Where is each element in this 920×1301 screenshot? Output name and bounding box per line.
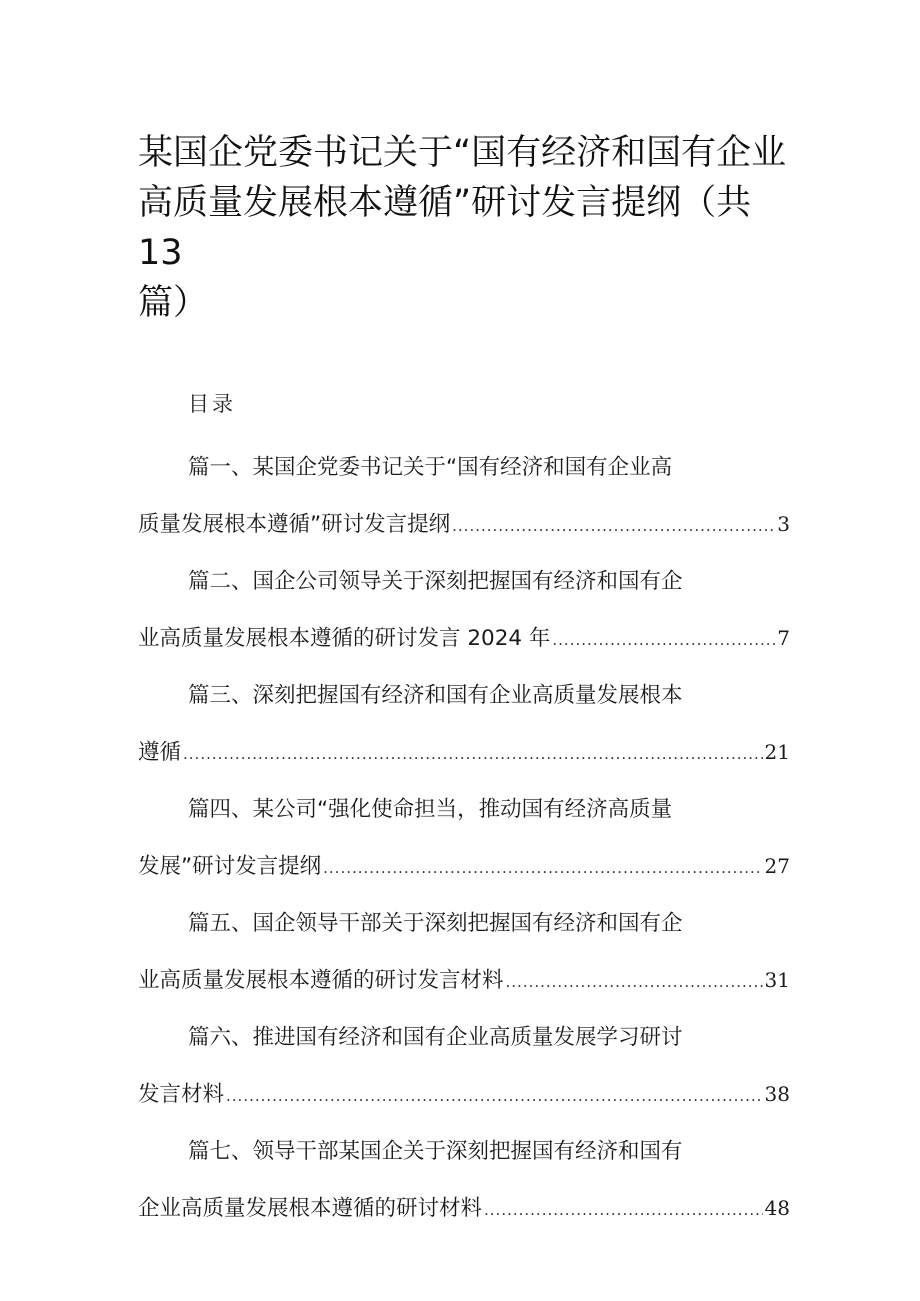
title-line-2: 高质量发展根本遵循”研讨发言提纲（共 13: [138, 183, 752, 273]
toc-entry-title: 篇二、国企公司领导关于深刻把握国有经济和国有企: [188, 569, 683, 594]
document-title: [138, 128, 790, 328]
toc-dot-leader: [452, 498, 775, 555]
toc-entry-6[interactable]: [138, 1009, 790, 1123]
toc-entry-title-continued: 发展”研讨发言提纲: [138, 854, 322, 879]
toc-entry-title-continued: 质量发展根本遵循”研讨发言提纲: [138, 512, 451, 537]
toc-entry-title-continued: 企业高质量发展根本遵循的研讨材料: [138, 1196, 483, 1221]
toc-entry-title-continued: 发言材料: [138, 1082, 225, 1107]
toc-entry-4[interactable]: [138, 781, 790, 895]
toc-page-number: 7: [777, 626, 790, 650]
toc-dot-leader: [506, 954, 763, 1011]
toc-entry-title: 篇三、深刻把握国有经济和国有企业高质量发展根本: [188, 683, 683, 708]
toc-entry-title: 篇一、某国企党委书记关于“国有经济和国有企业高: [188, 455, 673, 480]
toc-page-number: 3: [777, 512, 790, 536]
toc-entry-title: 篇七、领导干部某国企关于深刻把握国有经济和国有: [188, 1139, 683, 1164]
title-line-3: 篇）: [138, 283, 209, 323]
toc-dot-leader: [183, 726, 763, 783]
toc-page-number: 21: [764, 740, 790, 764]
toc-entry-title: 篇四、某公司“强化使命担当，推动国有经济高质量: [188, 797, 673, 822]
toc-dot-leader: [226, 1068, 763, 1125]
toc-entry-title: 篇五、国企领导干部关于深刻把握国有经济和国有企: [188, 911, 683, 936]
toc-heading: 目录: [188, 392, 236, 416]
toc-entry-title-continued: 遵循: [138, 740, 182, 765]
toc-entry-2[interactable]: [138, 553, 790, 667]
toc-page-number: 27: [764, 854, 790, 878]
toc-entry-5[interactable]: [138, 895, 790, 1009]
toc-dot-leader: [323, 840, 762, 897]
toc-entry-7[interactable]: [138, 1123, 790, 1237]
toc-entry-title: 篇六、推进国有经济和国有企业高质量发展学习研讨: [188, 1025, 683, 1050]
toc-page-number: 48: [764, 1196, 790, 1220]
toc-entry-1[interactable]: [138, 439, 790, 553]
table-of-contents: [138, 439, 790, 1237]
toc-page-number: 31: [764, 968, 790, 992]
toc-dot-leader: [552, 612, 775, 669]
toc-entry-3[interactable]: [138, 667, 790, 781]
toc-page-number: 38: [764, 1082, 790, 1106]
toc-entry-title-continued: 业高质量发展根本遵循的研讨发言材料: [138, 968, 504, 993]
title-line-1: 某国企党委书记关于“国有经济和国有企业: [138, 133, 787, 173]
toc-entry-title-continued: 业高质量发展根本遵循的研讨发言 2024 年: [138, 626, 551, 651]
toc-dot-leader: [484, 1182, 763, 1239]
